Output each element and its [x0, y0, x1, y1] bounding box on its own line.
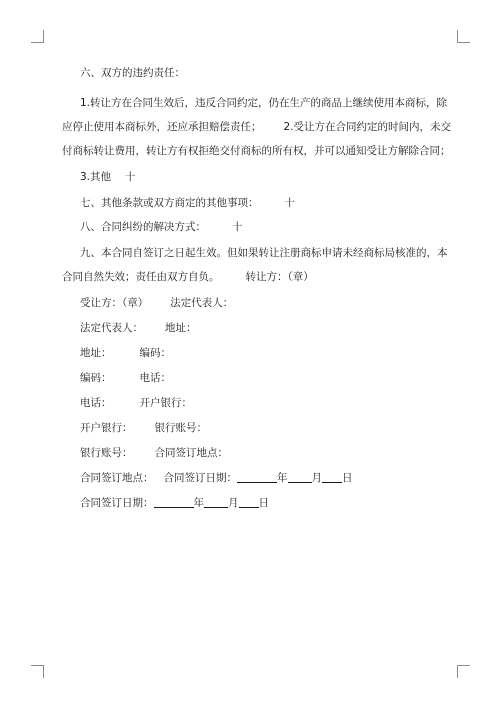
day-label: 日 — [258, 497, 269, 509]
day-label: 日 — [342, 472, 353, 484]
section-9-line-2 — [62, 270, 314, 284]
transferee-seal-label: 受让方：（章） — [80, 297, 149, 309]
day-blank[interactable] — [239, 497, 259, 508]
transferor-seal-label: 转让方：（章） — [245, 271, 314, 283]
year-blank[interactable] — [237, 472, 277, 483]
account-label: 银行账号： — [154, 422, 207, 434]
month-blank[interactable] — [288, 472, 312, 483]
phone-label: 电话： — [80, 397, 112, 409]
account-label: 银行账号： — [80, 447, 133, 459]
postcode-label: 编码： — [80, 372, 112, 384]
field-row-1 — [80, 296, 233, 310]
signing-place-label: 合同签订地点： — [154, 447, 228, 459]
field-row-9 — [80, 496, 269, 510]
bank-label: 开户银行： — [139, 397, 192, 409]
year-label: 年 — [193, 497, 204, 509]
address-label: 地址： — [80, 347, 112, 359]
section-6-other — [80, 170, 136, 184]
field-row-6 — [80, 421, 207, 435]
other-label: 3.其他 — [80, 171, 112, 183]
year-label: 年 — [277, 472, 288, 484]
section-6-clause-line-1: 1.转让方在合同生效后，违反合同约定，仍在生产的商品上继续使用本商标，除 — [80, 97, 448, 109]
other-mark: 十 — [125, 171, 136, 183]
signing-date-label: 合同签订日期： — [163, 472, 237, 484]
bank-label: 开户银行： — [80, 422, 133, 434]
field-row-8 — [80, 471, 353, 485]
crop-mark-bottom-left — [31, 665, 44, 678]
clause-2-start: 2.受让方在合同约定的时间内，未交 — [283, 121, 452, 133]
section-7-mark: 十 — [284, 197, 295, 209]
month-label: 月 — [311, 472, 322, 484]
crop-mark-top-left — [31, 30, 44, 43]
month-blank[interactable] — [204, 497, 228, 508]
address-label: 地址： — [165, 322, 197, 334]
field-row-2 — [80, 321, 197, 335]
section-8-title — [80, 220, 243, 234]
field-row-7 — [80, 446, 228, 460]
section-9-clause-end: 合同自然失效；责任由双方自负。 — [62, 271, 220, 283]
section-7-title — [80, 196, 295, 210]
signing-date-label: 合同签订日期： — [80, 497, 154, 509]
phone-label: 电话： — [139, 372, 171, 384]
section-6-title: 六、双方的违约责任： — [80, 67, 185, 79]
legal-rep-label: 法定代表人： — [170, 297, 234, 309]
section-6-clause-line-3: 付商标转让费用，转让方有权拒绝交付商标的所有权，并可以通知受让方解除合同； — [62, 145, 451, 157]
crop-mark-top-right — [457, 30, 470, 43]
field-row-4 — [80, 371, 171, 385]
field-row-3 — [80, 346, 171, 360]
section-7-label: 七、其他条款或双方商定的其他事项： — [80, 197, 259, 209]
postcode-label: 编码： — [139, 347, 171, 359]
section-9-line-1: 九、本合同自签订之日起生效。但如果转让注册商标申请未经商标局核准的，本 — [80, 247, 448, 259]
legal-rep-label: 法定代表人： — [80, 322, 143, 334]
section-8-mark: 十 — [232, 221, 243, 233]
year-blank[interactable] — [154, 497, 194, 508]
field-row-5 — [80, 396, 192, 410]
month-label: 月 — [228, 497, 239, 509]
section-6-clause-line-2 — [62, 120, 451, 134]
day-blank[interactable] — [322, 472, 342, 483]
signing-place-label: 合同签订地点： — [80, 472, 154, 484]
section-8-label: 八、合同纠纷的解决方式： — [80, 221, 206, 233]
crop-mark-bottom-right — [457, 665, 470, 678]
clause-1-end: 应停止使用本商标外，还应承担赔偿责任； — [62, 121, 262, 133]
